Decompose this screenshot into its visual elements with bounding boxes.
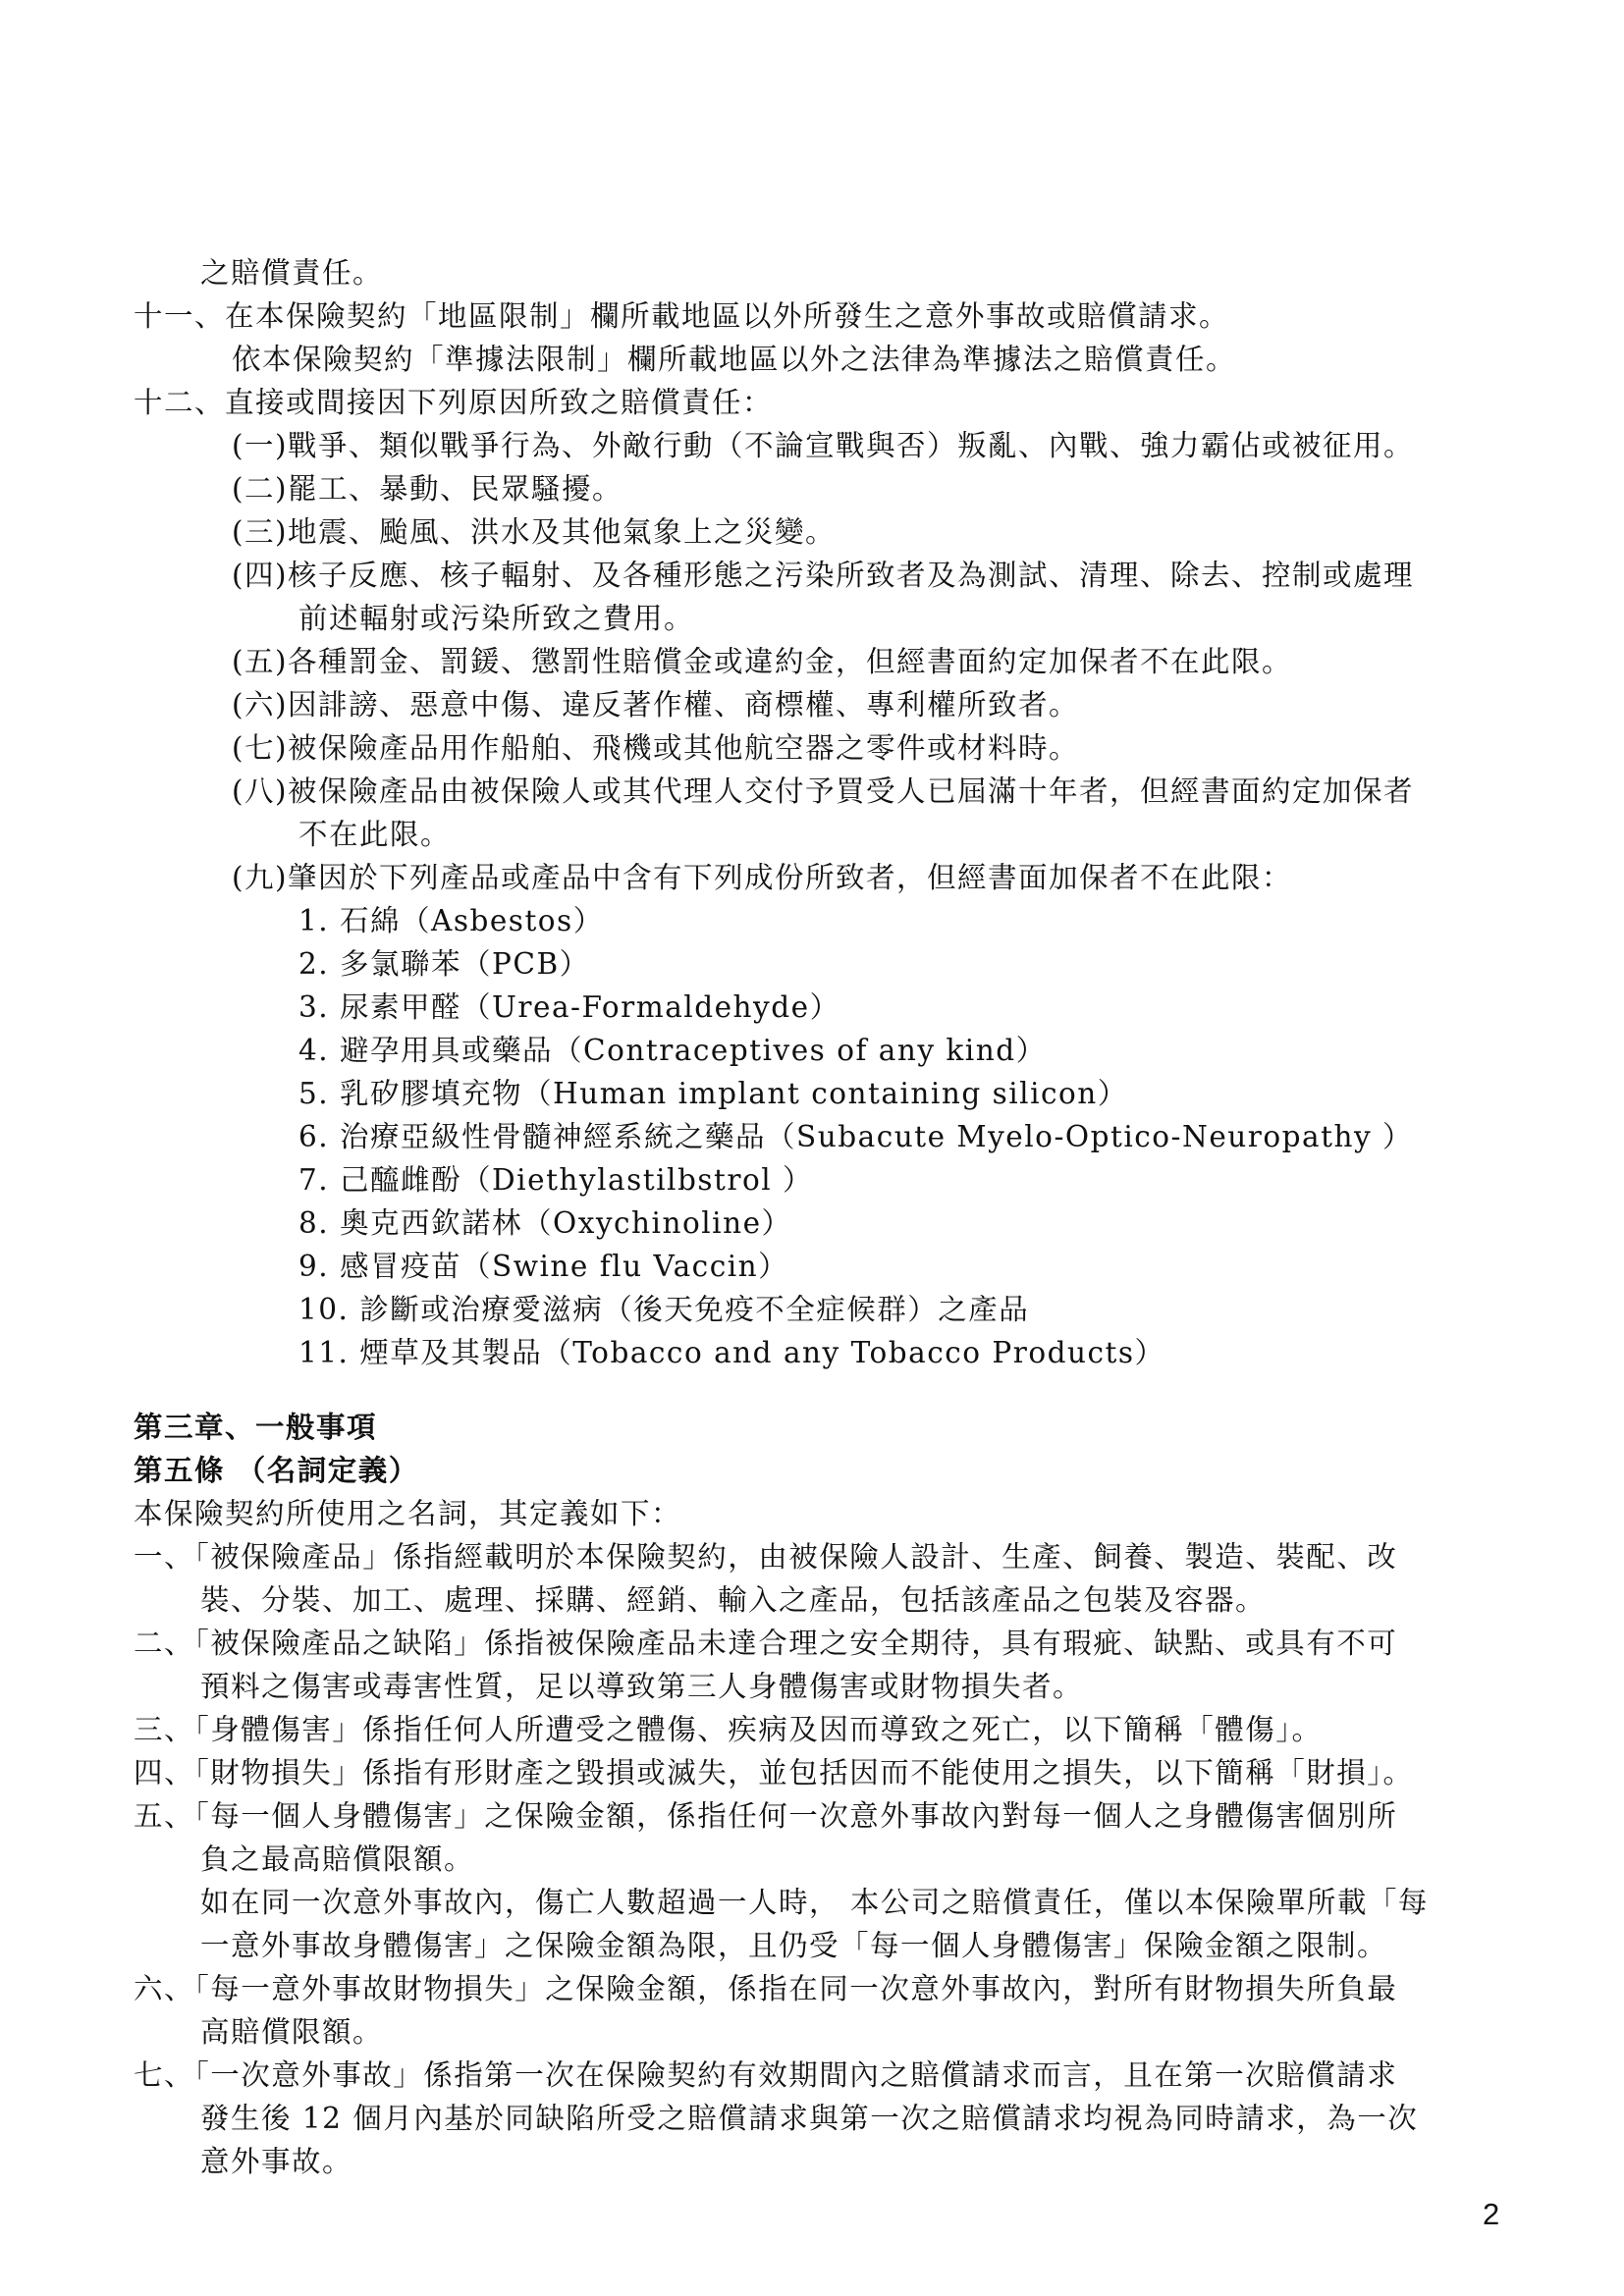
product-list-item: 9. 感冒疫苗（Swine flu Vaccin） [298,1250,789,1283]
text-line: 之賠償責任。 [200,256,384,290]
product-list-item: 2. 多氯聯苯（PCB） [298,947,590,981]
page-number: 2 [1483,2197,1500,2231]
definition-2: 二、「被保險產品之缺陷」係指被保險產品未達合理之安全期待，具有瑕疵、缺點、或具有不可 [134,1627,1398,1660]
product-list-item: 10. 診斷或治療愛滋病（後天免疫不全症候群）之產品 [298,1293,1030,1326]
text-line: 發生後 12 個月內基於同缺陷所受之賠償請求與第一次之賠償請求均視為同時請求，為一次 [200,2102,1419,2135]
text-line: 一意外事故身體傷害」之保險金額為限，且仍受「每一個人身體傷害」保險金額之限制。 [200,1929,1388,1962]
text-line: 不在此限。 [298,818,452,851]
product-list-item: 11. 煙草及其製品（Tobacco and any Tobacco Products） [298,1336,1165,1369]
definition-3: 三、「身體傷害」係指任何人所遭受之體傷、疾病及因而導致之死亡，以下簡稱「體傷」。 [134,1713,1323,1746]
text-line: 依本保險契約「準據法限制」欄所載地區以外之法律為準據法之賠償責任。 [232,343,1237,376]
product-list-item: 7. 己醯雌酚（Diethylastilbstrol ） [298,1163,814,1197]
sub-item-5: (五)各種罰金、罰鍰、懲罰性賠償金或違約金，但經書面約定加保者不在此限。 [232,645,1293,678]
definition-1: 一、「被保險產品」係指經載明於本保險契約，由被保險人設計、生產、飼養、製造、裝配、改 [134,1540,1398,1574]
definition-4: 四、「財物損失」係指有形財產之毀損或滅失，並包括因而不能使用之損失，以下簡稱「財損」。 [134,1756,1414,1789]
text-line: 前述輻射或污染所致之費用。 [298,602,695,635]
product-list-item: 4. 避孕用具或藥品（Contraceptives of any kind） [298,1034,1047,1067]
exclusion-item-12: 十二、直接或間接因下列原因所致之賠償責任： [134,386,774,419]
text-line: 預料之傷害或毒害性質，足以導致第三人身體傷害或財物損失者。 [200,1670,1084,1703]
text-line: 如在同一次意外事故內，傷亡人數超過一人時， 本公司之賠償責任，僅以本保險單所載「每 [200,1886,1429,1919]
sub-item-7: (七)被保險產品用作船舶、飛機或其他航空器之零件或材料時。 [232,731,1080,765]
definition-6: 六、「每一意外事故財物損失」之保險金額，係指在同一次意外事故內，對所有財物損失所負最 [134,1972,1398,2005]
product-list-item: 3. 尿素甲醛（Urea-Formaldehyde） [298,990,840,1024]
text-line: 負之最高賠償限額。 [200,1842,475,1876]
definition-7: 七、「一次意外事故」係指第一次在保險契約有效期間內之賠償請求而言，且在第一次賠償請求 [134,2058,1398,2092]
text-line: 意外事故。 [200,2145,353,2178]
chapter-heading: 第三章、一般事項 [134,1410,378,1444]
sub-item-4: (四)核子反應、核子輻射、及各種形態之污染所致者及為測試、清理、除去、控制或處理 [232,559,1415,592]
sub-item-3: (三)地震、颱風、洪水及其他氣象上之災變。 [232,515,837,549]
sub-item-6: (六)因誹謗、惡意中傷、違反著作權、商標權、專利權所致者。 [232,688,1080,721]
sub-item-8: (八)被保險產品由被保險人或其代理人交付予買受人已屆滿十年者，但經書面約定加保者 [232,774,1415,808]
sub-item-9: (九)肇因於下列產品或產品中含有下列成份所致者，但經書面加保者不在此限： [232,861,1293,894]
product-list-item: 6. 治療亞級性骨髓神經系統之藥品（Subacute Myelo-Optico-Neuropathy ） [298,1120,1414,1153]
text-line: 裝、分裝、加工、處理、採購、經銷、輸入之產品，包括該產品之包裝及容器。 [200,1583,1267,1617]
product-list-item: 5. 乳矽膠填充物（Human implant containing silicon） [298,1077,1128,1110]
text-line: 高賠償限額。 [200,2015,384,2049]
exclusion-item-11: 十一、在本保險契約「地區限制」欄所載地區以外所發生之意外事故或賠償請求。 [134,299,1230,333]
sub-item-1: (一)戰爭、類似戰爭行為、外敵行動（不論宣戰與否）叛亂、內戰、強力霸佔或被征用。 [232,429,1415,462]
product-list-item: 1. 石綿（Asbestos） [298,904,604,937]
text-line: 本保險契約所使用之名詞，其定義如下： [134,1497,682,1530]
article-heading: 第五條 （名詞定義） [134,1453,419,1487]
definition-5: 五、「每一個人身體傷害」之保險金額，係指任何一次意外事故內對每一個人之身體傷害個別所 [134,1799,1398,1833]
sub-item-2: (二)罷工、暴動、民眾騷擾。 [232,472,623,506]
product-list-item: 8. 奧克西欽諾林（Oxychinoline） [298,1206,792,1240]
